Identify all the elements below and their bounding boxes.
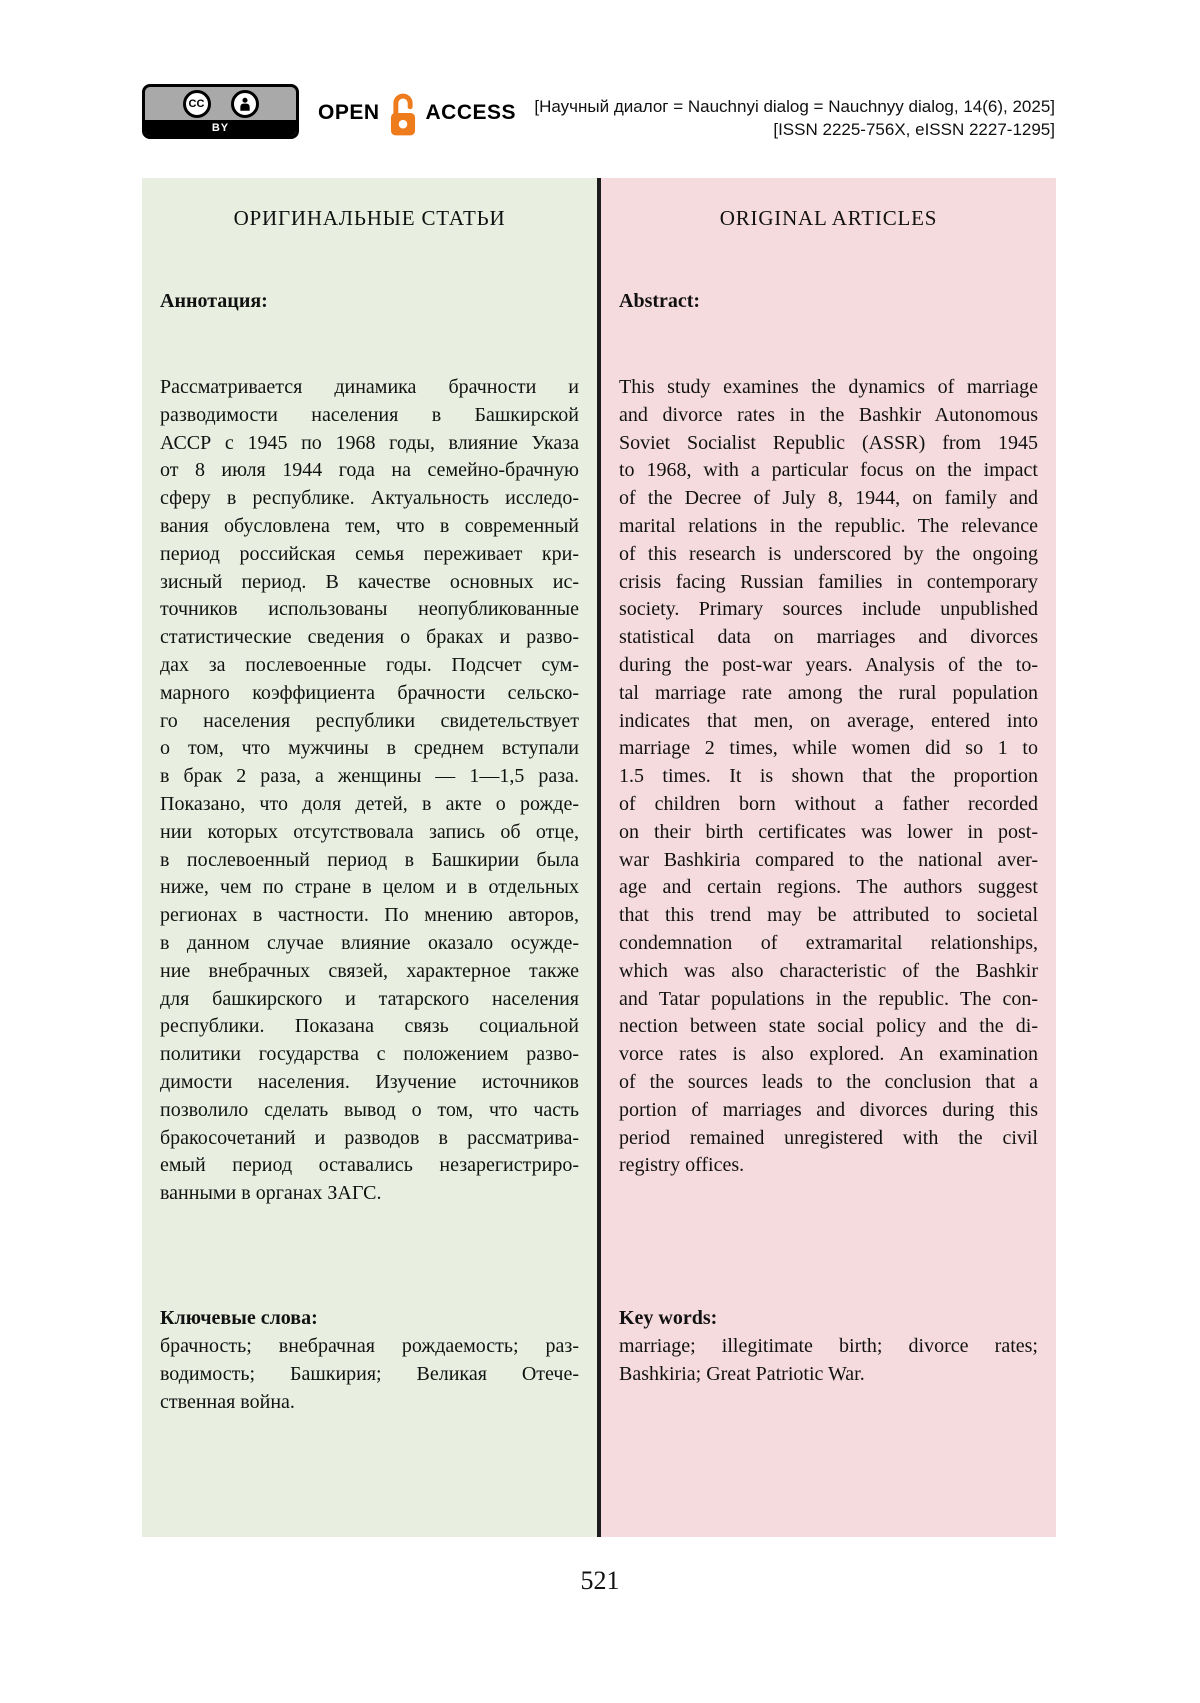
open-access-logo (318, 88, 516, 138)
text-line: and Tatar populations in the republic. The con- (619, 987, 1038, 1010)
text-line: statistical data on marriages and divorces (619, 626, 1038, 649)
text-line: димости населения. Изучение источников (160, 1070, 579, 1093)
text-line: condemnation of extramarital relationships, (619, 931, 1038, 954)
russian-section-title: ОРИГИНАЛЬНЫЕ СТАТЬИ (233, 206, 506, 230)
english-column (601, 178, 1056, 1537)
text-line: marital relations in the republic. The relevance (619, 514, 1038, 537)
text-line: and divorce rates in the Bashkir Autonomous (619, 403, 1038, 426)
text-line: водимость; Башкирия; Великая Отече- (160, 1363, 579, 1385)
english-section-title: ORIGINAL ARTICLES (719, 206, 938, 230)
text-line: зисный период. В качестве основных ис- (160, 570, 579, 593)
text-line: в данном случае влияние оказало осужде- (160, 931, 579, 954)
journal-issn-line: [ISSN 2225-756X, eISSN 2227-1295] (773, 120, 1055, 139)
text-line: вания обусловлена тем, что в современный (160, 514, 579, 537)
text-line: емый период оставались незарегистриро- (160, 1154, 579, 1177)
text-line: Bashkiria; Great Patriotic War. (619, 1363, 865, 1385)
open-lock-icon (385, 88, 421, 138)
text-line: республики. Показана связь социальной (160, 1015, 579, 1038)
text-line: точников использованы неопубликованные (160, 598, 579, 621)
cc-icon: CC (183, 90, 211, 118)
text-line: марного коэффициента брачности сельско- (160, 681, 579, 704)
text-line: ние внебрачных связей, характерное также (160, 959, 579, 982)
text-line: marriage 2 times, while women did so 1 to (619, 737, 1038, 760)
russian-keywords-label: Ключевые слова: (160, 1307, 318, 1329)
russian-column (142, 178, 597, 1537)
text-line: регионах в частности. По мнению авторов, (160, 904, 579, 927)
text-line: of this research is underscored by the ongoing (619, 542, 1038, 565)
journal-header-info (534, 95, 1055, 141)
text-line: политики государства с положением разво- (160, 1043, 579, 1066)
text-line: crisis facing Russian families in contemporary (619, 570, 1038, 593)
annotation-label: Аннотация: (160, 290, 268, 312)
text-line: в послевоенный период в Башкирии была (160, 848, 579, 871)
text-line: tal marriage rate among the rural population (619, 681, 1038, 704)
text-line: vorce rates is also explored. An examination (619, 1043, 1038, 1066)
abstract-columns (142, 178, 1056, 1537)
text-line: This study examines the dynamics of marriage (619, 376, 1038, 398)
text-line: during the post-war years. Analysis of the to- (619, 653, 1038, 676)
text-line: о том, что мужчины в среднем вступали (160, 737, 579, 760)
text-line: registry offices. (619, 1154, 745, 1177)
text-line: society. Primary sources include unpublished (619, 598, 1038, 621)
text-line: of the sources leads to the conclusion that a (619, 1070, 1038, 1093)
text-line: of children born without a father recorded (619, 792, 1038, 815)
text-line: бракосочетаний и разводов в рассматрива- (160, 1126, 579, 1149)
text-line: that this trend may be attributed to societal (619, 904, 1038, 927)
text-line: war Bashkiria compared to the national aver- (619, 848, 1038, 871)
russian-keywords-text (160, 1332, 579, 1416)
text-line: period remained unregistered with the civil (619, 1126, 1038, 1149)
text-line: период российская семья переживает кри- (160, 542, 579, 565)
text-line: Soviet Socialist Republic (ASSR) from 1945 (619, 431, 1038, 454)
text-line: indicates that men, on average, entered into (619, 709, 1038, 732)
text-line: брачность; внебрачная рождаемость; раз- (160, 1335, 579, 1357)
open-access-open-text: OPEN (318, 101, 380, 124)
english-keywords-label: Key words: (619, 1307, 718, 1329)
text-line: разводимости населения в Башкирской (160, 403, 579, 426)
text-line: го населения республики свидетельствует (160, 709, 579, 732)
text-line: ванными в органах ЗАГС. (160, 1182, 382, 1205)
text-line: Рассматривается динамика брачности и (160, 376, 579, 398)
english-keywords-text (619, 1332, 1038, 1388)
text-line: to 1968, with a particular focus on the impact (619, 459, 1038, 482)
text-line: ственная война. (160, 1391, 295, 1413)
english-abstract-text (619, 374, 1038, 1180)
text-line: portion of marriages and divorces during this (619, 1098, 1038, 1121)
text-line: which was also characteristic of the Bashkir (619, 959, 1038, 982)
text-line: marriage; illegitimate birth; divorce rates; (619, 1335, 1038, 1357)
text-line: сферу в республике. Актуальность исследо- (160, 487, 579, 510)
text-line: АССР с 1945 по 1968 годы, влияние Указа (160, 431, 579, 454)
person-icon (231, 90, 259, 118)
text-line: 1.5 times. It is shown that the proportion (619, 765, 1038, 788)
text-line: on their birth certificates was lower in post- (619, 820, 1038, 843)
cc-by-label: BY (145, 120, 296, 136)
text-line: ниже, чем по стране в целом и в отдельных (160, 876, 579, 899)
english-keywords-block (619, 1304, 1038, 1388)
text-line: от 8 июля 1944 года на семейно-брачную (160, 459, 579, 482)
page-number: 521 (580, 1566, 620, 1595)
text-line: для башкирского и татарского населения (160, 987, 579, 1010)
text-line: статистические сведения о браках и разво- (160, 626, 579, 649)
journal-title-line: [Научный диалог = Nauchnyi dialog = Nauchnyy dialog, 14(6), 2025] (534, 97, 1055, 116)
text-line: nection between state social policy and the di- (619, 1015, 1038, 1038)
text-line: Показано, что доля детей, в акте о рожде- (160, 792, 579, 815)
russian-abstract-text (160, 374, 579, 1208)
abstract-label: Abstract: (619, 290, 701, 312)
cc-badge-icons (145, 87, 296, 120)
text-line: дах за послевоенные годы. Подсчет сум- (160, 653, 579, 676)
text-line: of the Decree of July 8, 1944, on family and (619, 487, 1038, 510)
text-line: позволило сделать вывод о том, что часть (160, 1098, 579, 1121)
text-line: age and certain regions. The authors suggest (619, 876, 1038, 899)
text-line: в брак 2 раза, а женщины — 1—1,5 раза. (160, 765, 579, 788)
text-line: нии которых отсутствовала запись об отце, (160, 820, 579, 843)
cc-by-license-badge (142, 84, 299, 139)
russian-keywords-block (160, 1304, 579, 1416)
open-access-access-text: ACCESS (425, 101, 517, 124)
